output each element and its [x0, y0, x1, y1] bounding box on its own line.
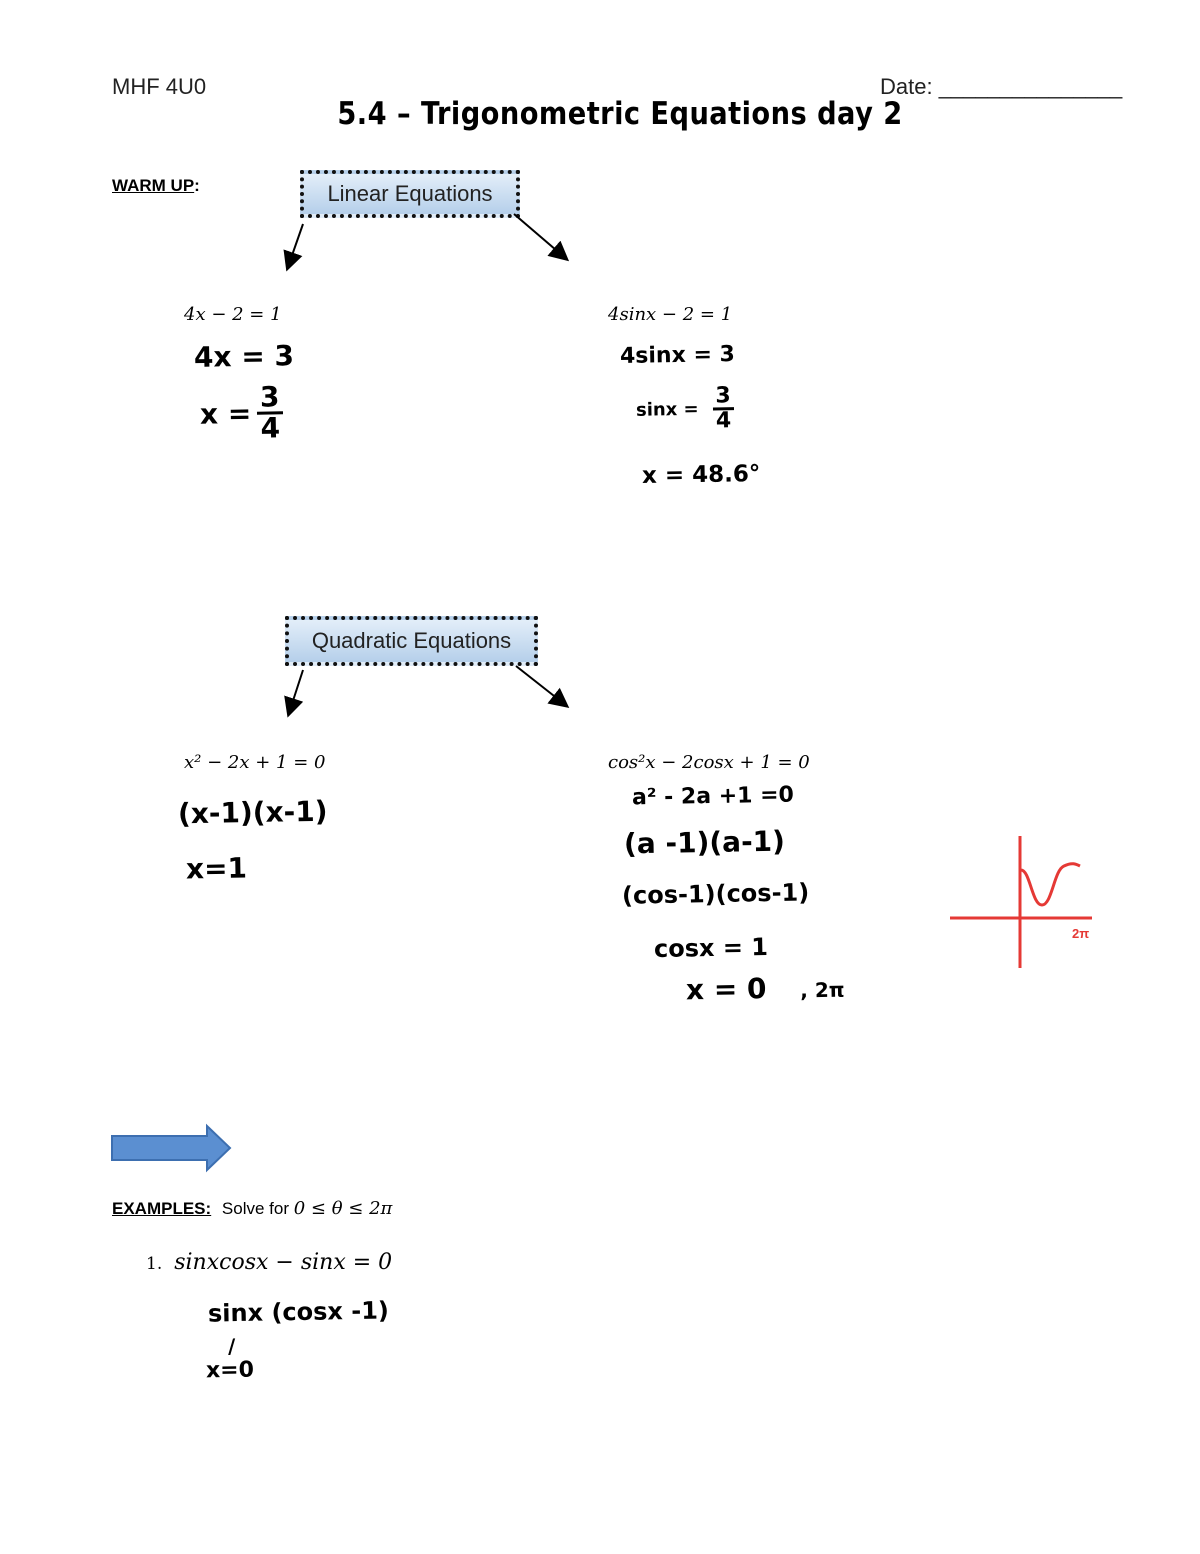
- example-1-number: 1.: [146, 1254, 163, 1274]
- linear-fraction-num: 3: [257, 383, 283, 414]
- linear-step-1: 4x = 3: [193, 339, 295, 374]
- examples-domain: 0 ≤ θ ≤ 2π: [293, 1198, 393, 1219]
- arrow-linear-left: [289, 224, 303, 264]
- arrow-quadratic-left: [290, 670, 303, 710]
- quadratic-factored: (x-1)(x-1): [177, 794, 328, 831]
- example-1-equation: sinxcosx − sinx = 0: [174, 1250, 393, 1275]
- quadratic-solution: x=1: [185, 851, 248, 886]
- linear-fraction-den: 4: [260, 411, 281, 445]
- arrow-linear-right: [514, 214, 563, 256]
- linear-equations-label: Linear Equations: [327, 181, 493, 206]
- quadratic-equation: x² − 2x + 1 = 0: [184, 752, 326, 773]
- trig-linear-step-1: 4sinx = 3: [619, 341, 736, 370]
- examples-instruction: Solve for: [221, 1199, 290, 1218]
- warmup-colon: :: [194, 176, 200, 195]
- graph-cosine-curve: [1021, 864, 1080, 905]
- trig-quadratic-equation: cos²x − 2cosx + 1 = 0: [608, 752, 810, 773]
- trig-linear-solution: x = 48.6°: [641, 460, 761, 490]
- trig-quadratic-step-4: cosx = 1: [653, 933, 769, 963]
- example-1-step-2: /: [227, 1333, 236, 1359]
- graph-2pi-label: 2π: [1072, 926, 1090, 941]
- linear-fraction: [257, 380, 284, 445]
- trig-quadratic-step-1: a² - 2a +1 =0: [631, 782, 795, 811]
- course-code: MHF 4U0: [112, 74, 207, 99]
- trig-linear-step-2: [636, 385, 735, 434]
- trig-quadratic-solution-b: , 2π: [800, 977, 845, 1003]
- linear-equation: 4x − 2 = 1: [184, 304, 282, 325]
- blue-block-arrow: [112, 1126, 230, 1170]
- trig-linear-equation: 4sinx − 2 = 1: [608, 304, 733, 325]
- example-1: [146, 1250, 392, 1275]
- examples-label: EXAMPLES:: [112, 1199, 212, 1218]
- warmup-label: WARM UP: [112, 176, 195, 195]
- example-1-step-3: x=0: [205, 1357, 255, 1384]
- trig-quadratic-step-3: (cos-1)(cos-1): [621, 878, 810, 910]
- quadratic-equations-label: Quadratic Equations: [311, 628, 512, 653]
- page-title: 5.4 – Trigonometric Equations day 2: [337, 96, 903, 132]
- trig-linear-step-2-lhs: sinx =: [635, 398, 699, 421]
- trig-quadratic-solution: [686, 971, 845, 1007]
- trig-linear-fraction-num: 3: [712, 385, 734, 410]
- linear-step-2-lhs: x =: [199, 396, 252, 431]
- arrow-quadratic-right: [516, 666, 563, 703]
- linear-step-2: [199, 380, 283, 445]
- date-field: Date: _______________: [880, 74, 1123, 99]
- examples-heading: [112, 1198, 392, 1219]
- trig-quadratic-solution-a: x = 0: [685, 971, 767, 1007]
- trig-quadratic-step-2: (a -1)(a-1): [623, 824, 786, 861]
- example-1-step-1: sinx (cosx -1): [207, 1296, 390, 1328]
- trig-linear-fraction: [712, 385, 734, 432]
- trig-linear-fraction-den: 4: [715, 408, 732, 434]
